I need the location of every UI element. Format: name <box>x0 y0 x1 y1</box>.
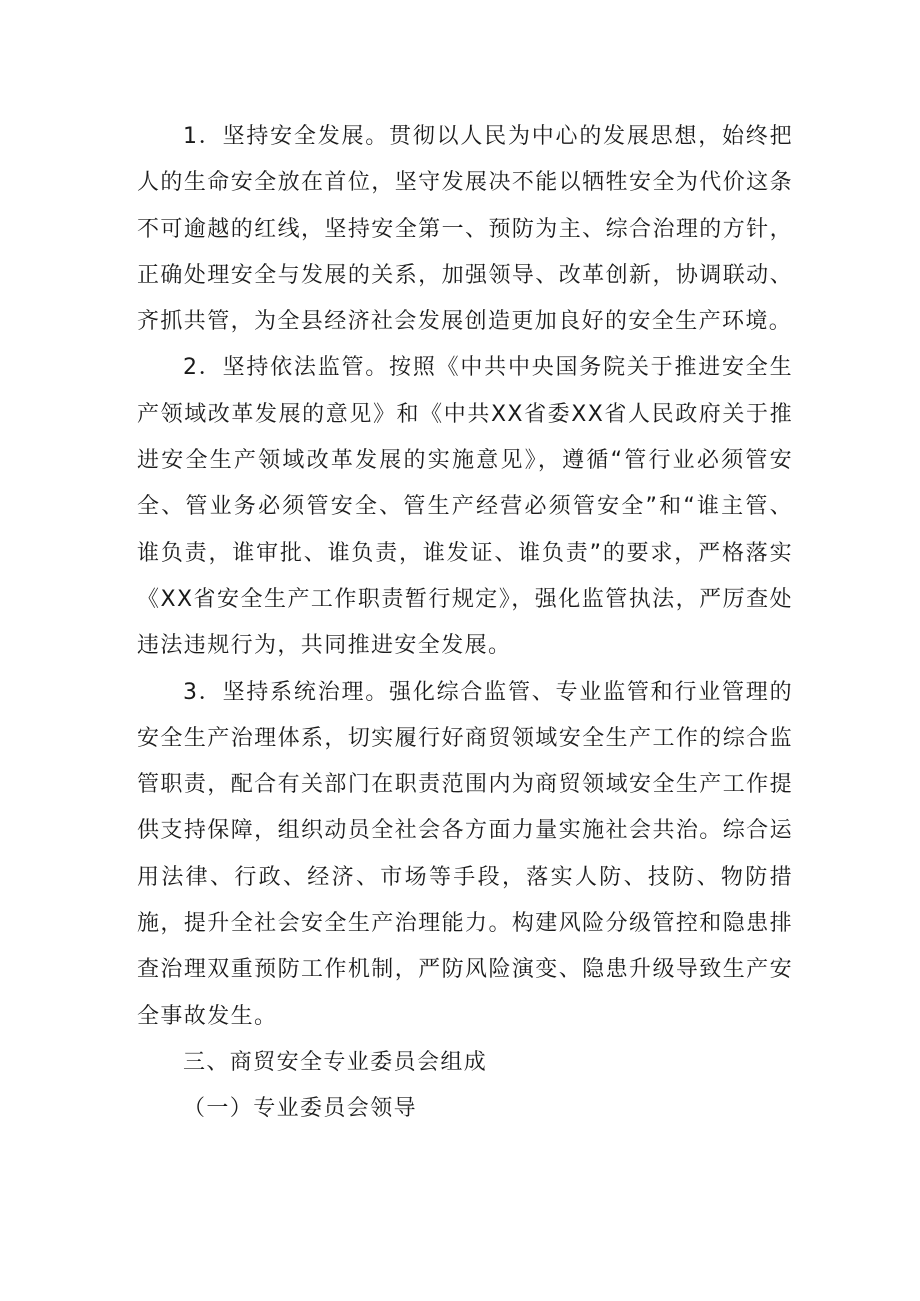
paragraph-system-governance: 3．坚持系统治理。强化综合监管、专业监管和行业管理的安全生产治理体系，切实履行好商贸领域安全生产工作的综合监管职责，配合有关部门在职责范围内为商贸领域安全生产工作提供支持保障，组织动员全社会各方面力量实施社会共治。综合运用法律、行政、经济、市场等手段，落实人防、技防、物防措施，提升全社会安全生产治理能力。构建风险分级管控和隐患排查治理双重预防工作机制，严防风险演变、隐患升级导致生产安全事故发生。 <box>137 679 793 1029</box>
section-heading: 三、商贸安全专业委员会组成 <box>183 1049 488 1075</box>
paragraph-lawful-supervision: 2．坚持依法监管。按照《中共中央国务院关于推进安全生产领域改革发展的意见》和《中共XX省委XX省人民政府关于推进安全生产领域改革发展的实施意见》，遵循“管行业必须管安全、管业务必须管安全、管生产经营必须管安全”和“谁主管、谁负责，谁审批、谁负责，谁发证、谁负责”的要求，严格落实《XX省安全生产工作职责暂行规定》，强化监管执法，严厉查处违法违规行为，共同推进安全发展。 <box>137 355 793 659</box>
document-body <box>137 114 793 1133</box>
subsection-heading: （一）专业委员会领导 <box>183 1096 418 1122</box>
paragraph-safe-development: 1．坚持安全发展。贯彻以人民为中心的发展思想，始终把人的生命安全放在首位，坚守发展决不能以牺牲安全为代价这条不可逾越的红线，坚持安全第一、预防为主、综合治理的方针，正确处理安全与发展的关系，加强领导、改革创新，协调联动、齐抓共管，为全县经济社会发展创造更加良好的安全生产环境。 <box>137 124 793 335</box>
